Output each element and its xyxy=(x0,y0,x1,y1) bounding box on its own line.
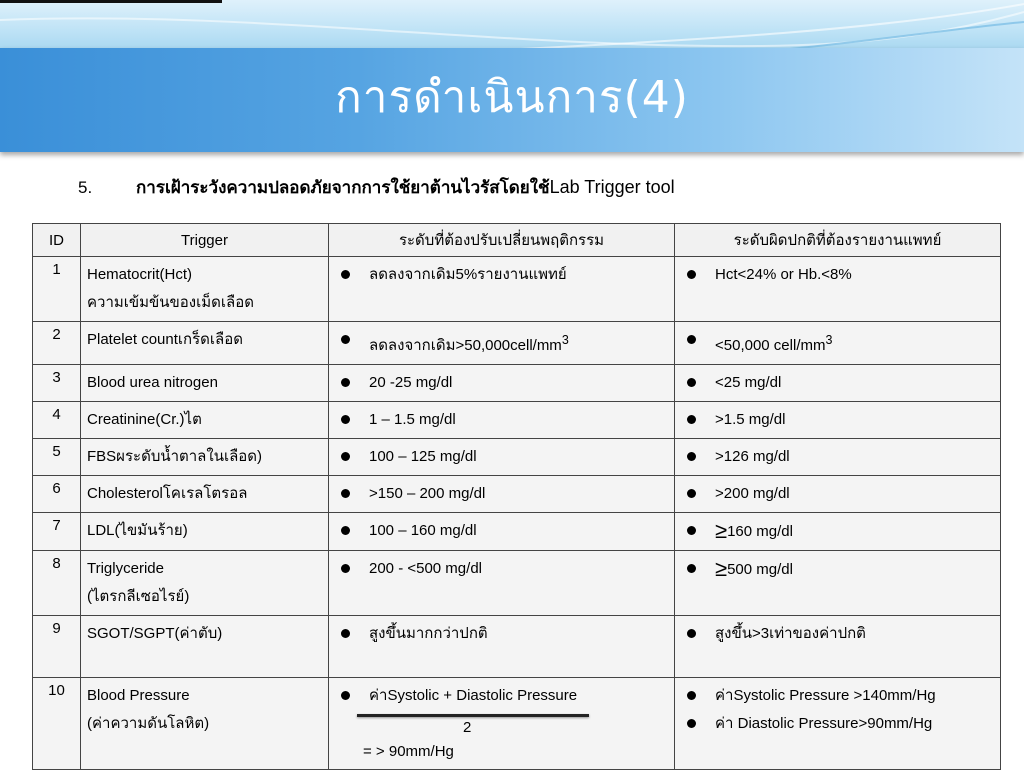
header-report-level: ระดับผิดปกติที่ต้องรายงานแพทย์ xyxy=(675,224,1001,257)
report-bullet: >200 mg/dl xyxy=(681,480,994,508)
table-row xyxy=(33,616,1001,678)
subheading xyxy=(78,174,675,201)
row-report xyxy=(675,476,1001,513)
header-id: ID xyxy=(33,224,81,257)
row-behavior xyxy=(329,678,675,770)
trigger-line: LDL(ไขมันร้าย) xyxy=(87,522,188,539)
row-trigger xyxy=(81,402,329,439)
row-behavior xyxy=(329,322,675,365)
trigger-line: Cholesterolโคเรลโตรอล xyxy=(87,485,248,502)
trigger-line: SGOT/SGPT(ค่าตับ) xyxy=(87,625,223,642)
behavior-bullet: 200 - <500 mg/dl xyxy=(335,555,668,583)
report-bullet xyxy=(681,517,994,546)
subheading-number: 5. xyxy=(78,178,93,197)
row-report xyxy=(675,513,1001,551)
row-trigger xyxy=(81,257,329,322)
row-behavior xyxy=(329,476,675,513)
table-row xyxy=(33,476,1001,513)
table-row xyxy=(33,257,1001,322)
behavior-bullet: ค่าSystolic + Diastolic Pressure xyxy=(335,682,668,710)
greater-equal-symbol: ≥ xyxy=(715,518,728,543)
title-bar xyxy=(0,48,1024,152)
table-row xyxy=(33,513,1001,551)
row-id: 7 xyxy=(33,513,81,551)
table-row xyxy=(33,678,1001,770)
report-bullet: >1.5 mg/dl xyxy=(681,406,994,434)
behavior-bullet: สูงขึ้นมากกว่าปกติ xyxy=(335,620,668,648)
swoosh-decoration xyxy=(0,0,1024,50)
row-trigger xyxy=(81,476,329,513)
row-behavior xyxy=(329,551,675,616)
report-bullet: ค่าSystolic Pressure >140mm/Hg xyxy=(681,682,994,710)
trigger-line: ความเข้มข้นของเม็ดเลือด xyxy=(87,294,254,311)
row-behavior xyxy=(329,439,675,476)
trigger-line: Triglyceride xyxy=(87,560,164,577)
fraction-result: = > 90mm/Hg xyxy=(363,743,454,760)
row-report xyxy=(675,365,1001,402)
slide-title: การดำเนินการ(4) xyxy=(335,72,689,123)
trigger-line: (ไตรกลีเซอไรย์) xyxy=(87,588,190,605)
row-report xyxy=(675,616,1001,678)
trigger-line: Creatinine(Cr.)ไต xyxy=(87,411,202,428)
table-row xyxy=(33,365,1001,402)
row-id: 5 xyxy=(33,439,81,476)
row-report xyxy=(675,257,1001,322)
fraction-denominator: 2 xyxy=(463,719,472,736)
report-bullet: >126 mg/dl xyxy=(681,443,994,471)
table-header-row xyxy=(33,224,1001,257)
report-text: 500 mg/dl xyxy=(727,561,793,578)
report-bullet xyxy=(681,555,994,584)
behavior-superscript: 3 xyxy=(561,333,569,347)
behavior-bullet xyxy=(335,326,668,360)
table-row xyxy=(33,322,1001,365)
greater-equal-symbol: ≥ xyxy=(715,556,728,581)
row-trigger xyxy=(81,616,329,678)
row-id: 10 xyxy=(33,678,81,770)
report-bullet: ค่า Diastolic Pressure>90mm/Hg xyxy=(681,710,994,738)
behavior-bullet: ลดลงจากเดิม5%รายงานแพทย์ xyxy=(335,261,668,289)
row-trigger xyxy=(81,678,329,770)
trigger-line: FBSผระดับน้ำตาลในเลือด) xyxy=(87,448,263,465)
report-text: 160 mg/dl xyxy=(727,523,793,540)
row-report xyxy=(675,678,1001,770)
subheading-thai-text: การเฝ้าระวังความปลอดภัยจากการใช้ยาต้านไวรัสโดยใช้ xyxy=(136,178,550,198)
row-report xyxy=(675,322,1001,365)
row-behavior xyxy=(329,257,675,322)
behavior-text: ลดลงจากเดิม>50,000cell/mm xyxy=(369,337,562,354)
row-id: 2 xyxy=(33,322,81,365)
row-behavior xyxy=(329,365,675,402)
row-trigger xyxy=(81,513,329,551)
trigger-line: (ค่าความดันโลหิต) xyxy=(87,715,210,732)
behavior-bullet: >150 – 200 mg/dl xyxy=(335,480,668,508)
row-behavior xyxy=(329,402,675,439)
row-behavior xyxy=(329,513,675,551)
row-id: 1 xyxy=(33,257,81,322)
row-id: 9 xyxy=(33,616,81,678)
trigger-line: Blood urea nitrogen xyxy=(87,374,218,391)
trigger-line: Hematocrit(Hct) xyxy=(87,266,193,283)
report-bullet xyxy=(681,326,994,360)
behavior-bullet: 1 – 1.5 mg/dl xyxy=(335,406,668,434)
table-row xyxy=(33,551,1001,616)
row-report xyxy=(675,551,1001,616)
table-row xyxy=(33,439,1001,476)
row-behavior xyxy=(329,616,675,678)
row-id: 8 xyxy=(33,551,81,616)
report-text: <50,000 cell/mm xyxy=(715,337,826,354)
trigger-line: Platelet countเกร็ดเลือด xyxy=(87,331,243,348)
row-report xyxy=(675,439,1001,476)
lab-trigger-table xyxy=(32,223,1001,770)
behavior-bullet: 100 – 160 mg/dl xyxy=(335,517,668,545)
row-id: 4 xyxy=(33,402,81,439)
subheading-latin-text: Lab Trigger tool xyxy=(549,177,675,197)
trigger-line: Blood Pressure xyxy=(87,687,190,704)
table-row xyxy=(33,402,1001,439)
report-superscript: 3 xyxy=(825,333,833,347)
row-trigger xyxy=(81,551,329,616)
row-id: 3 xyxy=(33,365,81,402)
header-trigger: Trigger xyxy=(81,224,329,257)
report-bullet: Hct<24% or Hb.<8% xyxy=(681,261,994,289)
row-trigger xyxy=(81,439,329,476)
behavior-bullet: 20 -25 mg/dl xyxy=(335,369,668,397)
behavior-bullet: 100 – 125 mg/dl xyxy=(335,443,668,471)
row-trigger xyxy=(81,322,329,365)
row-id: 6 xyxy=(33,476,81,513)
report-bullet: สูงขึ้น>3เท่าของค่าปกติ xyxy=(681,620,994,648)
row-trigger xyxy=(81,365,329,402)
row-report xyxy=(675,402,1001,439)
report-bullet: <25 mg/dl xyxy=(681,369,994,397)
top-decorative-band xyxy=(0,0,1024,50)
header-behavior-level: ระดับที่ต้องปรับเปลี่ยนพฤติกรรม xyxy=(329,224,675,257)
